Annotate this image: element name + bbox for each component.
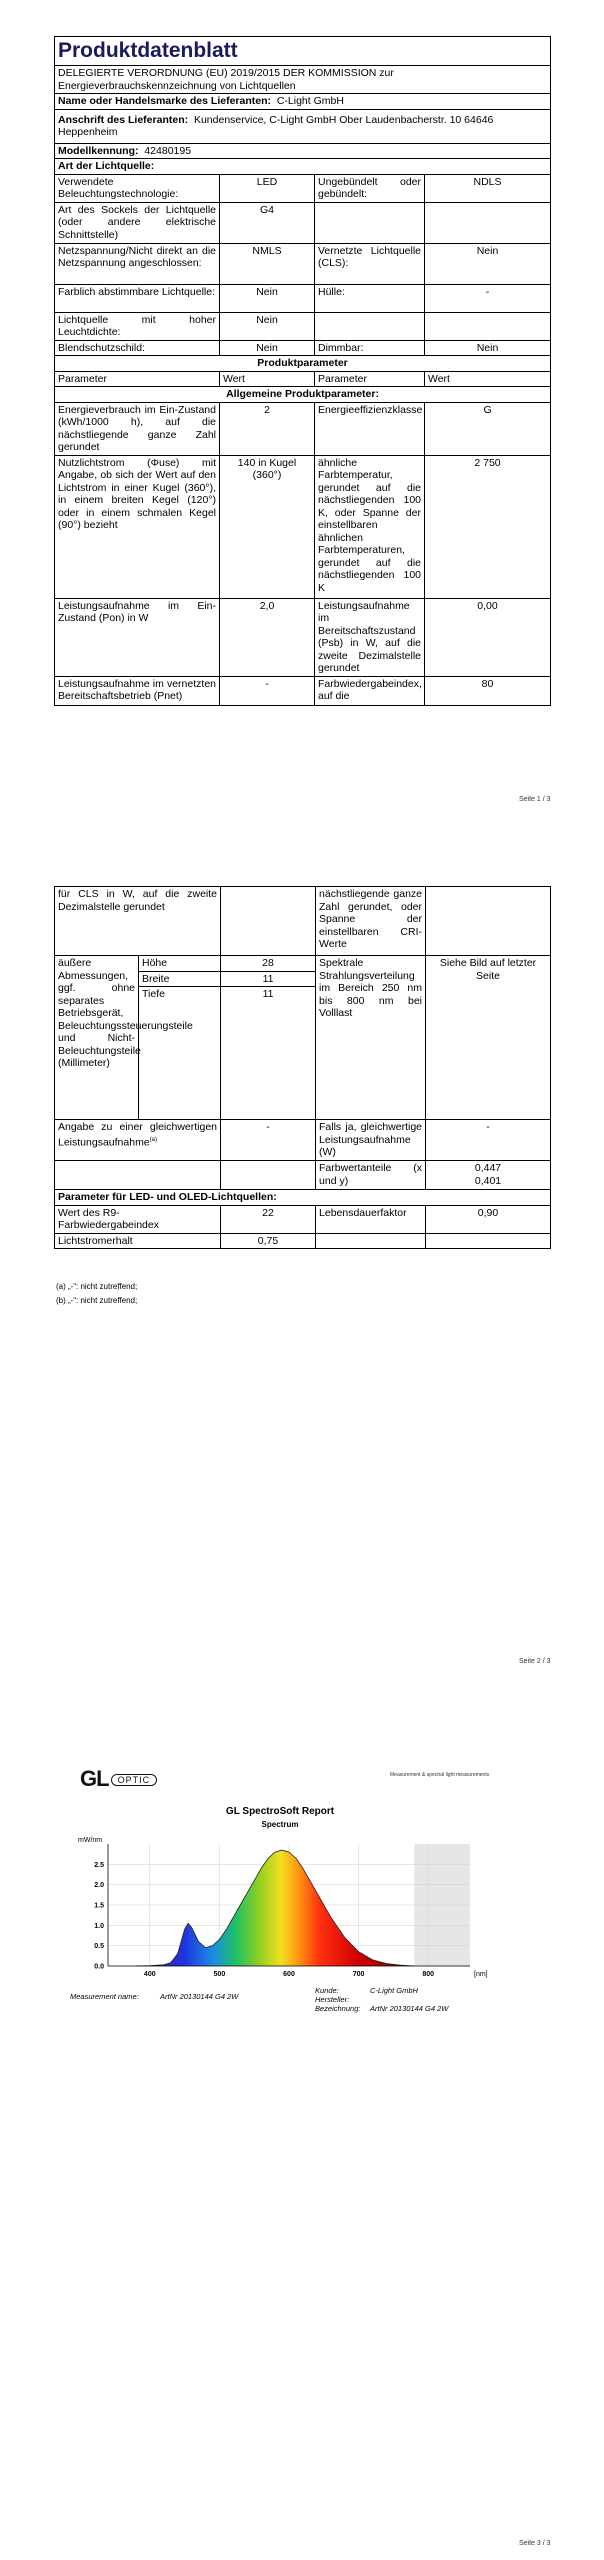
param-row: Leistungsaufnahme im vernetzten Bereitschaftsbetrieb (Pnet) - Farbwiedergabeindex, auf die 80 [55, 676, 551, 705]
page-title: Produktdatenblatt [55, 37, 551, 66]
y-tick-label: 2.5 [94, 1861, 104, 1869]
report-title: GL SpectroSoft Report [225, 1806, 335, 1817]
regulation-text: DELEGIERTE VERORDNUNG (EU) 2019/2015 DER KOMMISSION zur Energieverbrauchskennzeichnung von Lichtquellen [55, 66, 551, 94]
param-row: Leistungsaufnahme im Ein-Zustand (Pon) in W 2,0 Leistungsaufnahme im Bereitschaftszustand (Psb) in W, auf die zweite Dezimalstelle gerundet 0,00 [55, 598, 551, 676]
kunde-value: C-Light GmbH [370, 1986, 418, 1995]
y-tick-label: 1.0 [94, 1922, 104, 1930]
bezeichnung-value: ArtNr 20130144 G4 2W [370, 2004, 449, 2013]
general-params-heading: Allgemeine Produktparameter: [55, 387, 551, 403]
page-3 [0, 1700, 604, 2560]
params-header-row: Parameter Wert Parameter Wert [55, 371, 551, 387]
datasheet-table-p2 [54, 886, 550, 1249]
y-axis-label: mW/nm [78, 1837, 103, 1844]
param-row: Angabe zu einer gleichwertigen Leistungsaufnahme$^{(a)}$ - Falls ja, gleichwertige Leistungsaufnahme (W) - [55, 1120, 551, 1161]
x-tick-label: 600 [283, 1971, 295, 1978]
chart-title: Spectrum [261, 1820, 299, 1829]
x-tick-label: 500 [213, 1971, 226, 1978]
spectral-value: Siehe Bild auf letzter Seite [426, 956, 551, 1120]
dimension-label: äußere Abmessungen, ggf. ohne separates Betriebsgerät, Beleuchtungssteuerungsteile und Nicht-Beleuchtungsteile (Millimeter) [55, 956, 139, 1120]
y-tick-label: 0.0 [94, 1963, 104, 1971]
bezeichnung-label: Bezeichnung: [315, 2004, 361, 2013]
address-row: Anschrift des Lieferanten: Kundenservice, C-Light GmbH Ober Laudenbacherstr. 10 64646 Heppenheim [55, 109, 551, 143]
param-row: Lichtstromerhalt 0,75 [55, 1233, 551, 1249]
y-tick-label: 2.0 [94, 1882, 104, 1890]
x-axis-label: [nm] [474, 1971, 488, 1978]
type-row: Netzspannung/Nicht direkt an die Netzspannung angeschlossen: NMLS Vernetzte Lichtquelle (CLS): Nein [55, 243, 551, 284]
type-heading: Art der Lichtquelle: [55, 159, 551, 175]
type-row: Blendschutzschild: Nein Dimmbar: Nein [55, 340, 551, 356]
dimension-row: Breite 11 [55, 971, 551, 987]
measurement-name-label: Measurement name: [70, 1992, 139, 2001]
param-row: für CLS in W, auf die zweite Dezimalstelle gerundet nächstliegende ganze Zahl gerundet, oder Spanne der einstellbaren CRI-Werte [55, 887, 551, 956]
x-tick-label: 700 [352, 1971, 365, 1978]
type-row: Farblich abstimmbare Lichtquelle: Nein Hülle: - [55, 284, 551, 312]
page-1 [0, 0, 604, 810]
param-row: Wert des R9-Farbwiedergabeindex 22 Lebensdauerfaktor 0,90 [55, 1205, 551, 1233]
gl-optic-logo: GL OPTIC [80, 1766, 157, 1792]
report-header-note: Measurement & spectral light measurements [390, 1772, 490, 1778]
footnote-a: (a) „-“: nicht zutreffend; [56, 1282, 138, 1291]
param-row: Energieverbrauch im Ein-Zustand (kWh/1000 h), auf die nächstliegende ganze Zahl gerundet 2 Energieeffizienzklasse G [55, 402, 551, 455]
x-tick-label: 400 [143, 1971, 156, 1978]
x-tick-label: 800 [422, 1971, 435, 1978]
type-row: Verwendete Beleuchtungstechnologie: LED Ungebündelt oder gebündelt: NDLS [55, 174, 551, 202]
measurement-name-value: ArtNr 20130144 G4 2W [160, 1992, 239, 2001]
spectrum-area [136, 1850, 414, 1966]
supplier-row: Name oder Handelsmarke des Lieferanten: C-Light GmbH [55, 94, 551, 110]
model-row: Modellkennung: 42480195 [55, 143, 551, 159]
params-heading: Produktparameter [55, 356, 551, 372]
type-row: Art des Sockels der Lichtquelle (oder andere elektrische Schnittstelle) G4 [55, 202, 551, 243]
page-footer: Seite 2 / 3 [519, 1658, 551, 1665]
spectral-label: Spektrale Strahlungsverteilung im Bereich 250 nm bis 800 nm bei Volllast [316, 956, 426, 1120]
spectrum-chart [60, 1830, 500, 1990]
page-footer: Seite 3 / 3 [519, 2540, 551, 2547]
dimension-row: Tiefe 11 [55, 987, 551, 1120]
hersteller-label: Hersteller: [315, 1995, 350, 2004]
footnote-b: (b) „-“: nicht zutreffend; [56, 1296, 138, 1305]
dimension-row: äußere Abmessungen, ggf. ohne separates Betriebsgerät, Beleuchtungssteuerungsteile und Nicht-Beleuchtungsteile (Millimeter) Höhe 28 Spektrale Strahlungsverteilung im Bereich 250 nm bis 800 nm bei Volllast Siehe Bild auf letzter Seite [55, 956, 551, 972]
param-row: Farbwertanteile (x und y) 0,447 0,401 [55, 1161, 551, 1190]
page-2 [0, 886, 604, 1676]
param-row: Nutzlichtstrom (Φuse) mit Angabe, ob sich der Wert auf den Lichtstrom in einer Kugel (360°), in einem breiten Kegel (120°) oder in einem schmalen Kegel (90°) bezieht 140 in Kugel (360°) ähnliche Farbtemperatur, gerundet auf die nächstliegenden 100 K, oder Spanne der einstellbaren ähnlichen Farbtemperaturen, gerundet auf die nächstliegenden 100 K 2 750 [55, 455, 551, 598]
y-tick-label: 1.5 [94, 1902, 104, 1910]
y-tick-label: 0.5 [94, 1943, 104, 1951]
type-row: Lichtquelle mit hoher Leuchtdichte: Nein [55, 312, 551, 340]
page-footer: Seite 1 / 3 [519, 796, 551, 803]
led-params-heading: Parameter für LED- und OLED-Lichtquellen: [55, 1190, 551, 1206]
spectro-report [60, 1760, 500, 2013]
datasheet-table-p1 [54, 36, 550, 706]
kunde-label: Kunde: [315, 1986, 339, 1995]
